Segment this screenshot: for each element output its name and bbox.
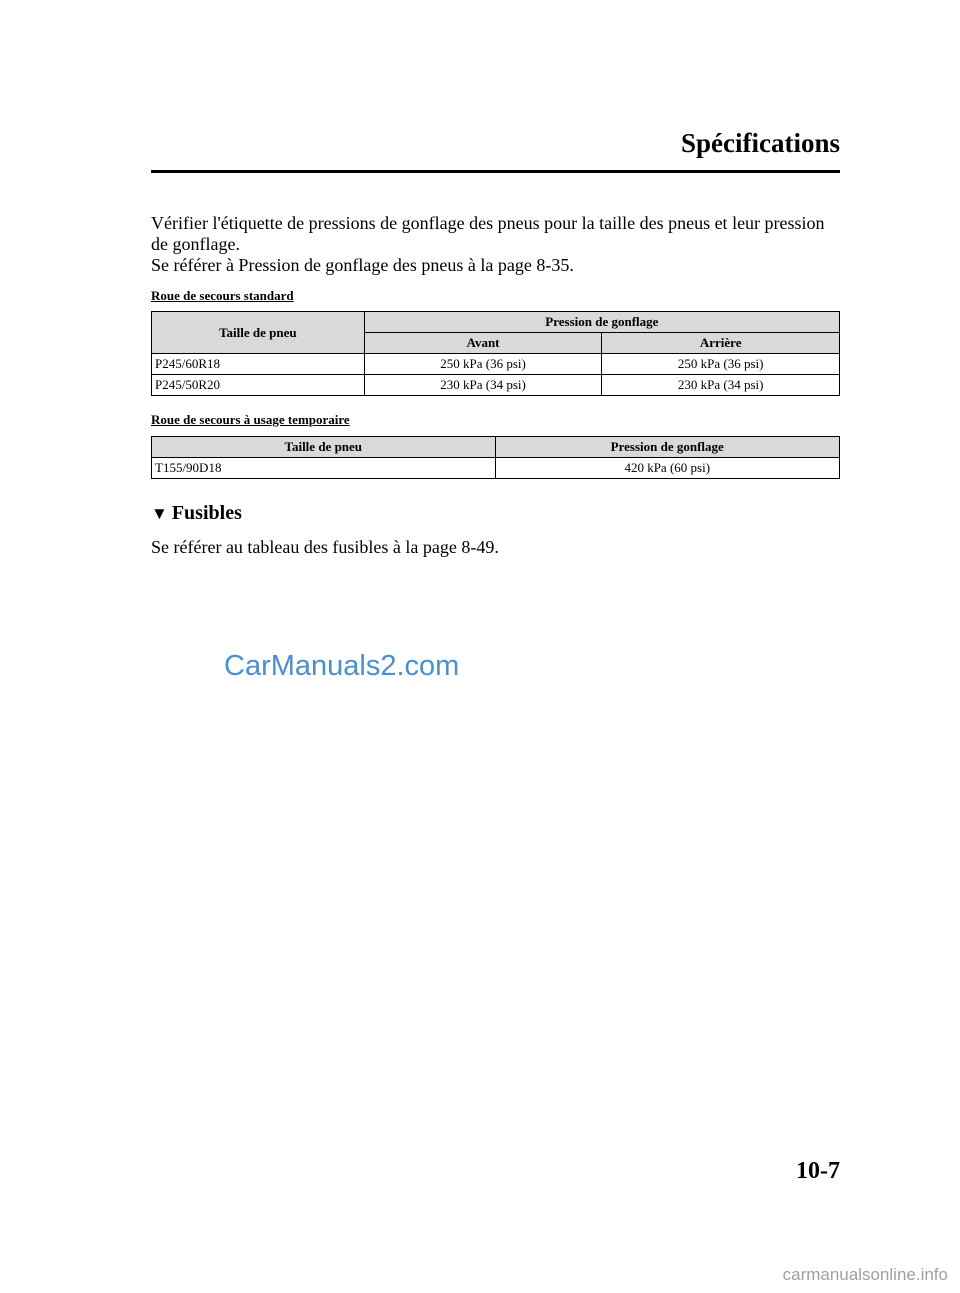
cell-size: P245/50R20: [152, 375, 365, 396]
page-number: 10-7: [796, 1158, 840, 1184]
temporary-spare-table: [151, 436, 840, 479]
header-tire-size: Taille de pneu: [152, 437, 496, 458]
cell-front: 230 kPa (34 psi): [364, 375, 602, 396]
header-inflation-pressure: Pression de gonflage: [364, 312, 839, 333]
standard-spare-heading: Roue de secours standard: [151, 288, 294, 303]
header-rear: Arrière: [602, 333, 840, 354]
intro-line-2: Se référer à Pression de gonflage des pneus à la page 8-35.: [151, 255, 574, 275]
standard-spare-table: [151, 311, 840, 396]
table-row: [152, 375, 840, 396]
cell-rear: 230 kPa (34 psi): [602, 375, 840, 396]
table-row: [152, 354, 840, 375]
page-header-title: Spécifications: [681, 128, 840, 158]
intro-line-1: Vérifier l'étiquette de pressions de gonflage des pneus pour la taille des pneus et leur pression de gonflage.: [151, 213, 825, 254]
footer-watermark: carmanualsonline.info: [782, 1265, 948, 1284]
cell-front: 250 kPa (36 psi): [364, 354, 602, 375]
fuses-text: Se référer au tableau des fusibles à la page 8-49.: [151, 537, 499, 557]
cell-rear: 250 kPa (36 psi): [602, 354, 840, 375]
cell-size: P245/60R18: [152, 354, 365, 375]
fuses-title: Fusibles: [171, 502, 242, 524]
watermark-logo: CarManuals2.com: [224, 650, 460, 682]
cell-pressure: 420 kPa (60 psi): [495, 458, 839, 479]
cell-size: T155/90D18: [152, 458, 496, 479]
table-row: [152, 458, 840, 479]
intro-text: [151, 213, 840, 276]
temporary-spare-heading: Roue de secours à usage temporaire: [151, 412, 350, 427]
header-front: Avant: [364, 333, 602, 354]
header-inflation-pressure: Pression de gonflage: [495, 437, 839, 458]
header-rule: [151, 170, 840, 173]
triangle-down-icon: ▼: [151, 504, 168, 523]
fuses-heading: [151, 502, 242, 525]
header-tire-size: Taille de pneu: [152, 312, 365, 354]
